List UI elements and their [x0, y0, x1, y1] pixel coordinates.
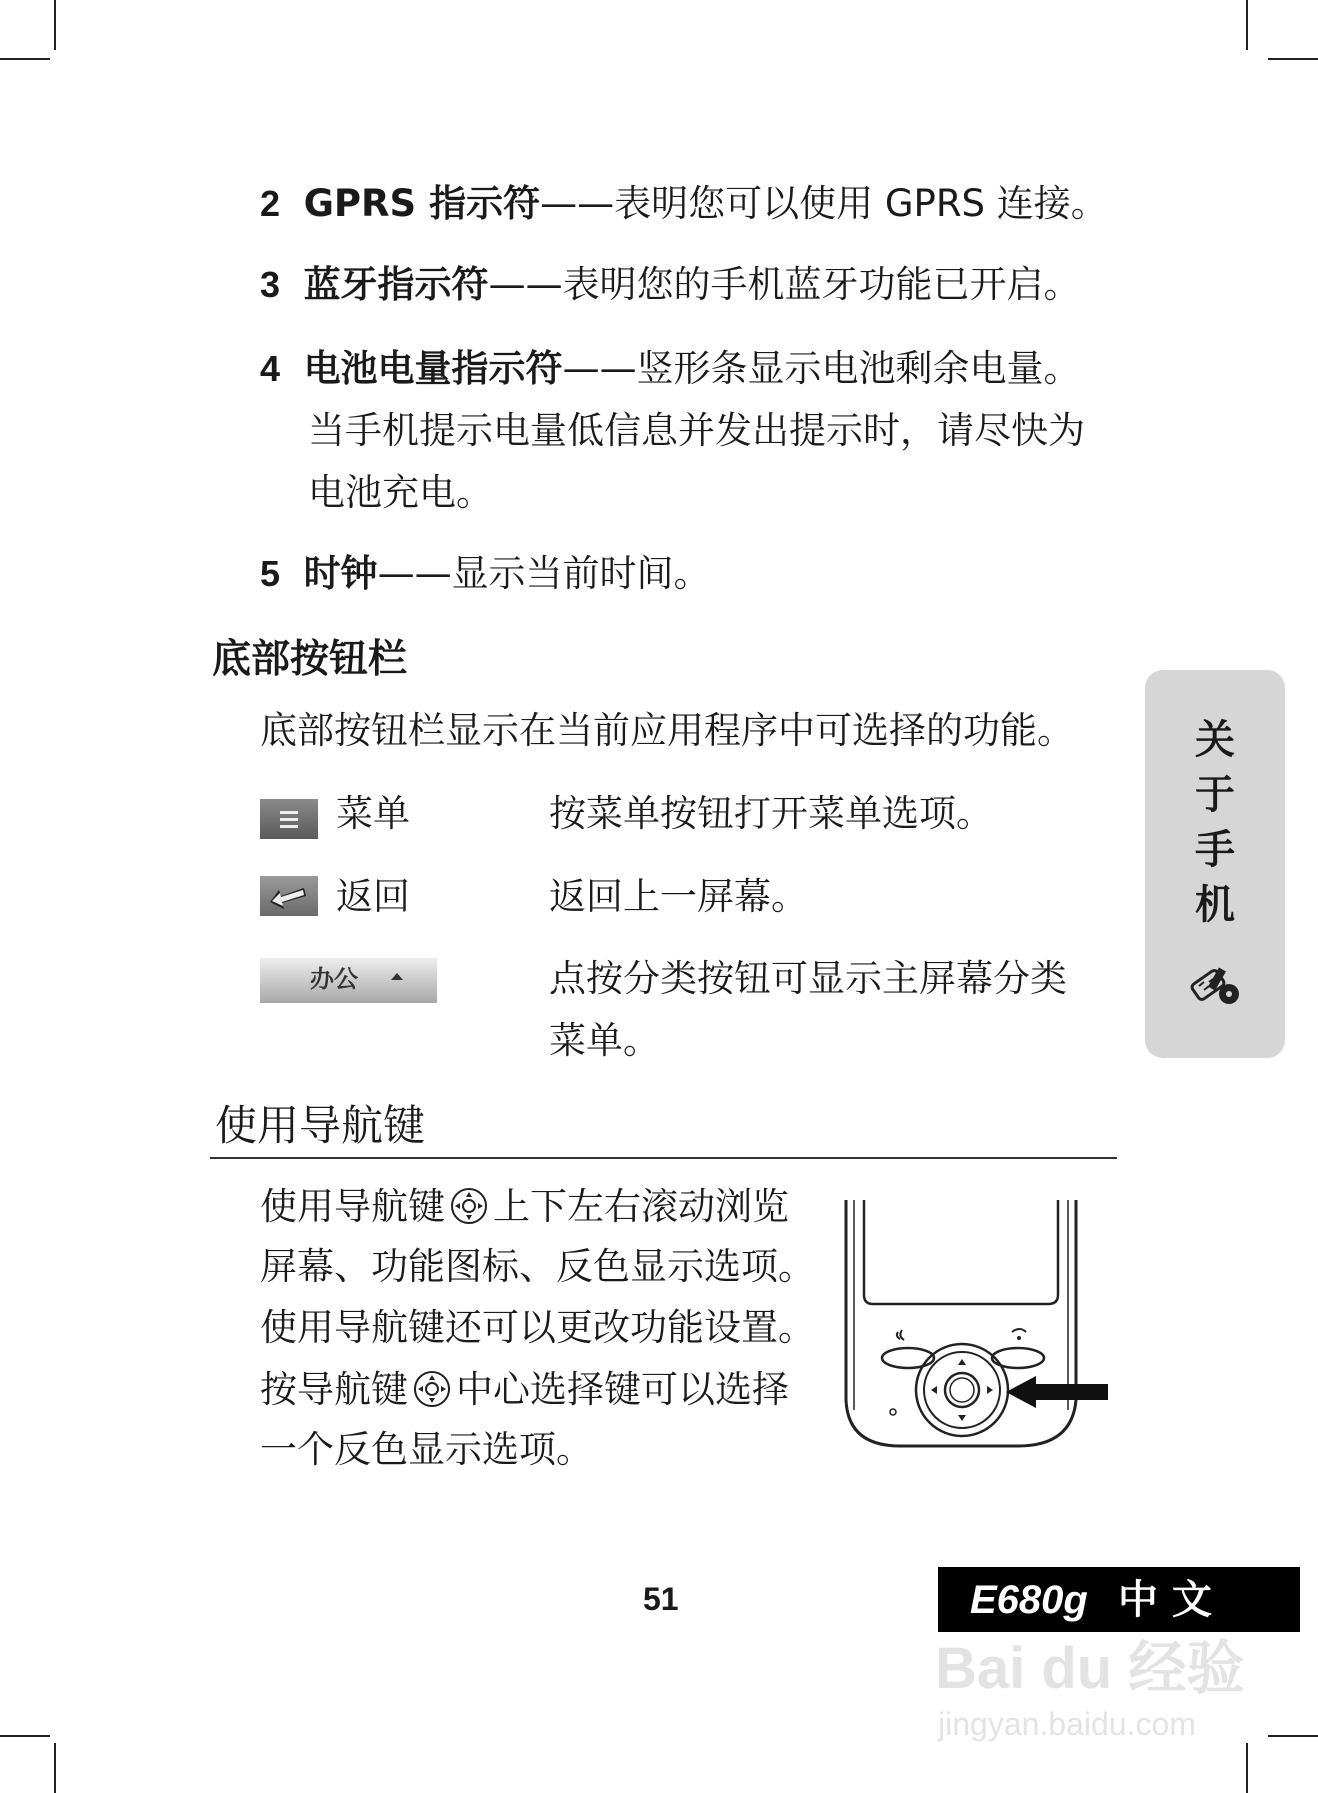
item-number: 4 — [260, 348, 281, 389]
section-heading-nav: 使用导航键 — [215, 1101, 426, 1150]
crop-mark — [0, 1735, 50, 1737]
nav-line — [260, 1185, 789, 1228]
item-number: 2 — [260, 183, 281, 224]
section-rule — [210, 1157, 1117, 1159]
menu-icon — [260, 799, 318, 839]
item-term: GPRS 指示符 — [303, 182, 541, 225]
crop-mark — [1246, 0, 1248, 50]
row-label: 菜单 — [336, 792, 410, 835]
model-name: E680g — [970, 1578, 1088, 1622]
nav-line: 一个反色显示选项。 — [260, 1428, 593, 1471]
chevron-up-icon — [260, 958, 437, 1003]
nav-key-icon — [412, 1370, 452, 1408]
nav-line-text: 按导航键 — [260, 1368, 408, 1411]
item-4-continuation: 电池充电。 — [308, 471, 493, 514]
watermark-url: jingyan.baidu.com — [938, 1706, 1196, 1742]
chapter-side-tab — [1145, 670, 1285, 1058]
crop-mark — [1268, 1735, 1318, 1737]
item-5 — [260, 552, 711, 595]
item-4 — [260, 347, 1081, 390]
back-arrow-glyph — [260, 876, 318, 916]
crop-mark — [54, 1743, 56, 1793]
bottom-bar-intro: 底部按钮栏显示在当前应用程序中可选择的功能。 — [260, 709, 1074, 752]
item-number: 5 — [260, 553, 281, 594]
menu-icon-glyph — [260, 799, 318, 839]
phone-wrench-icon — [1187, 960, 1245, 1010]
row-desc: 按菜单按钮打开菜单选项。 — [549, 792, 993, 835]
nav-line: 屏幕、功能图标、反色显示选项。 — [260, 1245, 815, 1288]
category-button-text: 办公 — [310, 964, 358, 993]
back-arrow-icon — [260, 876, 318, 916]
language-label: 中 文 — [1118, 1577, 1212, 1623]
crop-mark — [0, 58, 50, 60]
side-tab-char: 机 — [1195, 881, 1235, 928]
nav-line-text: 上下左右滚动浏览 — [493, 1185, 789, 1228]
item-desc: ——表明您可以使用 GPRS 连接。 — [540, 182, 1108, 225]
item-desc: ——表明您的手机蓝牙功能已开启。 — [488, 263, 1081, 306]
section-heading-bottom-bar: 底部按钮栏 — [212, 636, 408, 682]
nav-line-text: 使用导航键 — [260, 1185, 445, 1228]
item-desc: ——显示当前时间。 — [377, 552, 711, 595]
item-4-continuation: 当手机提示电量低信息并发出提示时，请尽快为 — [308, 409, 1085, 452]
nav-line — [260, 1368, 789, 1411]
row-desc: 菜单。 — [549, 1019, 660, 1062]
crop-mark — [1246, 1743, 1248, 1793]
item-3 — [260, 263, 1081, 306]
side-tab-char: 手 — [1195, 826, 1235, 873]
watermark-logo: Bai du 经验 — [935, 1636, 1245, 1701]
model-badge — [938, 1567, 1300, 1632]
item-desc: ——竖形条显示电池剩余电量。 — [562, 347, 1081, 390]
item-2 — [260, 182, 1108, 225]
nav-line-text: 中心选择键可以选择 — [456, 1368, 789, 1411]
row-label: 返回 — [336, 875, 410, 918]
crop-mark — [54, 0, 56, 50]
nav-line: 使用导航键还可以更改功能设置。 — [260, 1306, 815, 1349]
category-button-icon — [260, 958, 437, 1003]
item-term: 时钟 — [303, 552, 378, 595]
item-term: 蓝牙指示符 — [303, 263, 489, 306]
crop-mark — [1268, 58, 1318, 60]
phone-illustration — [840, 1200, 1110, 1450]
item-number: 3 — [260, 264, 281, 305]
row-desc: 点按分类按钮可显示主屏幕分类 — [549, 957, 1067, 1000]
row-desc: 返回上一屏幕。 — [549, 875, 808, 918]
item-term: 电池电量指示符 — [303, 347, 563, 390]
nav-key-icon — [449, 1187, 489, 1225]
side-tab-char: 于 — [1195, 771, 1235, 818]
side-tab-char: 关 — [1195, 716, 1235, 763]
page-number: 51 — [643, 1581, 679, 1617]
